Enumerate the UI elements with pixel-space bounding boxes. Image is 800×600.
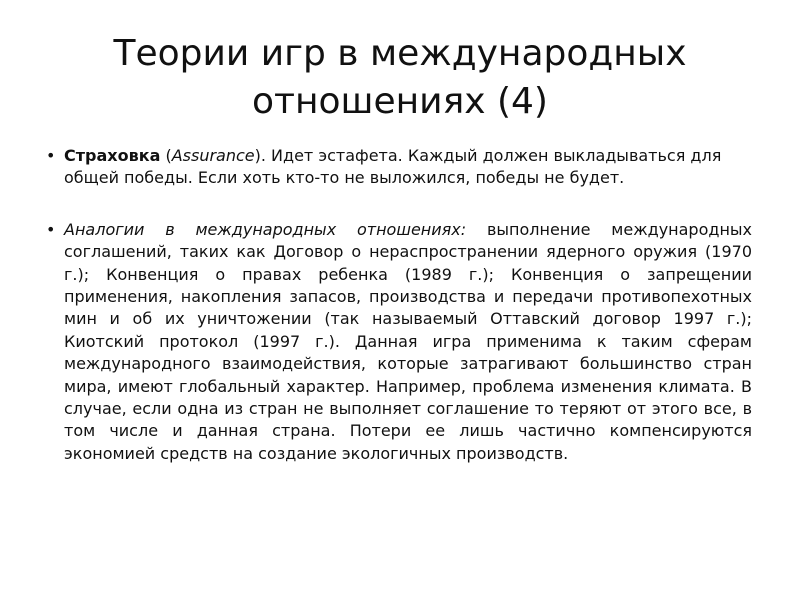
bullet-analogies [46, 219, 752, 465]
bullet-dot-icon: • [46, 146, 56, 165]
slide-title-line-2: отношениях (4) [252, 81, 548, 122]
bullet-heading: Аналогии в международных отношениях: [64, 219, 467, 239]
bullet-list [46, 145, 752, 465]
slide-title [0, 30, 800, 126]
bullet-open-paren: ( [165, 146, 172, 165]
bullet-term-en: Assurance [171, 146, 255, 165]
slide-title-line-1: Теории игр в международных [113, 33, 687, 74]
bullet-body: выполнение международных соглашений, таких как Договор о нераспространении ядерного оружия (1970 г.); Конвенция о правах ребенка (1989 г.); Конвенция о запрещении применения, накопления запасов, производства и передачи противопехотных мин и об их уничтожении (так называемый Оттавский договор 1997 г.); Киотский протокол (1997 г.). Данная игра применима к таким сферам международного взаимодействия, которые затрагивают большинство стран мира, имеют глобальный характер. Например, проблема изменения климата. В случае, если одна из стран не выполняет соглашение то теряют от этого все, в том числе и данная страна. Потери ее лишь частично компенсируются экономией средств на создание экологичных производств. [64, 219, 753, 463]
bullet-text [64, 219, 752, 465]
bullet-assurance [46, 145, 752, 190]
bullet-text [64, 145, 752, 190]
bullet-body: ). Идет эстафета. Каждый должен выкладываться для общей победы. Если хоть кто-то не выложился, победы не будет. [64, 146, 722, 188]
bullet-dot-icon: • [46, 219, 56, 239]
bullet-term: Страховка [64, 146, 161, 165]
